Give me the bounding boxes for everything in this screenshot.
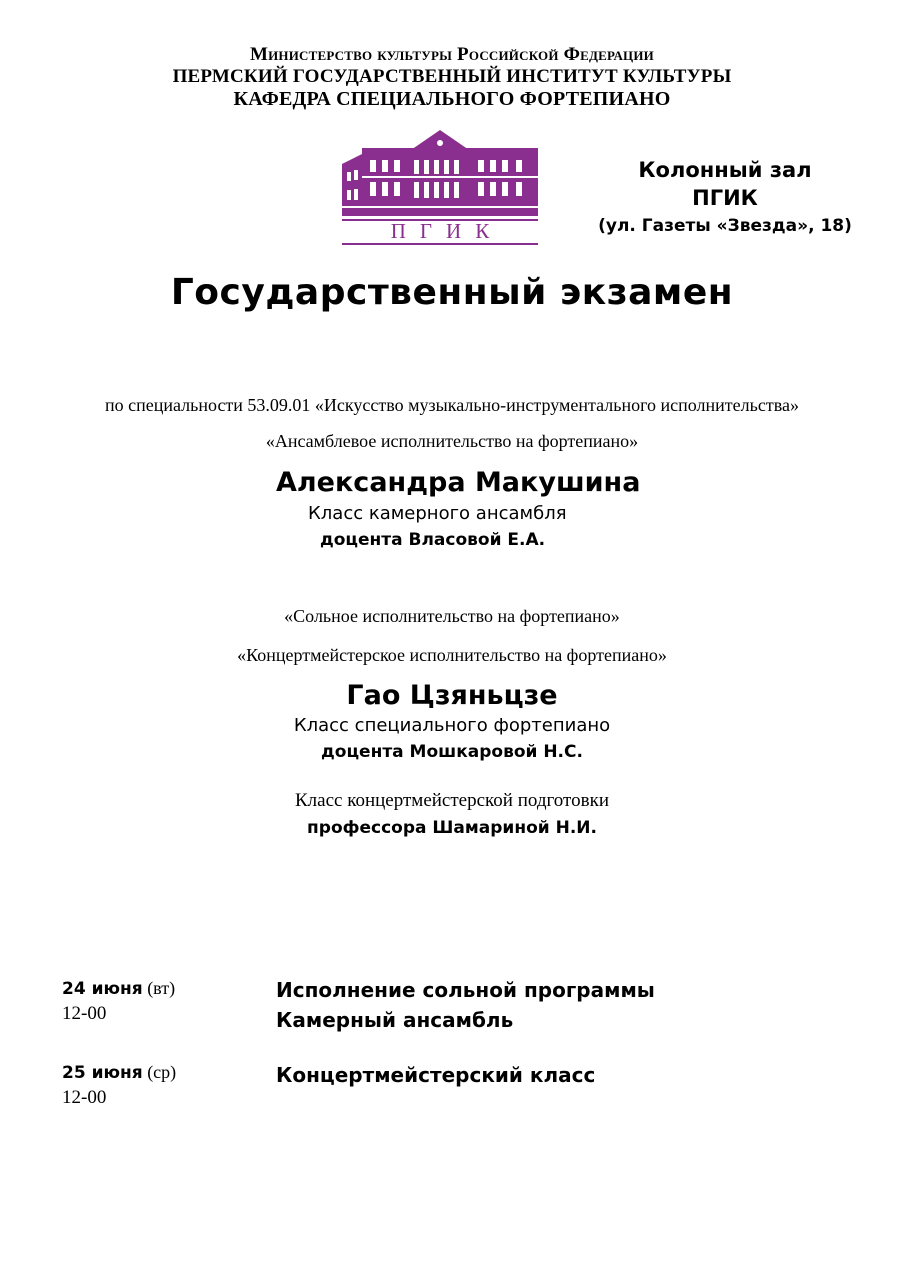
ministry-title: Министерство культуры Российской Федерации [249,44,654,65]
weekday-label: (вт) [147,978,176,998]
schedule-event: Исполнение сольной программы [276,978,655,1002]
student-name: Александра Макушина [276,467,641,498]
class-label: Класс камерного ансамбля [308,503,567,524]
schedule-date [62,978,175,999]
discipline-ensemble: «Ансамблевое исполнительство на фортепиано» [265,431,639,451]
venue-address: (ул. Газеты «Звезда», 18) [598,216,852,236]
discipline-solo: «Сольное исполнительство на фортепиано» [284,606,620,626]
teacher-name: профессора Шамариной Н.И. [307,818,597,838]
schedule-event: Камерный ансамбль [276,1008,514,1032]
venue-institute: ПГИК [692,186,758,210]
specialty-line: по специальности 53.09.01 «Искусство музыкально-инструментального исполнительства» [105,395,799,415]
teacher-name: доцента Мошкаровой Н.С. [321,742,583,762]
schedule-event: Концертмейстерский класс [276,1063,596,1087]
page-title: Государственный экзамен [170,272,734,313]
date-label: 25 июня [62,1063,143,1083]
weekday-label: (ср) [147,1062,177,1082]
date-label: 24 июня [62,979,143,999]
schedule-time: 12-00 [62,1087,107,1108]
logo-text: ПГИК [390,219,504,243]
schedule-time: 12-00 [62,1003,107,1024]
institute-title: ПЕРМСКИЙ ГОСУДАРСТВЕННЫЙ ИНСТИТУТ КУЛЬТУРЫ [172,66,732,87]
student-name: Гао Цзяньцзе [346,680,558,711]
department-title: КАФЕДРА СПЕЦИАЛЬНОГО ФОРТЕПИАНО [233,88,671,110]
class-label: Класс специального фортепиано [293,715,611,736]
teacher-name: доцента Власовой Е.А. [320,530,546,550]
venue-name: Колонный зал [638,158,812,182]
class-label: Класс концертмейстерской подготовки [295,790,609,811]
discipline-accompaniment: «Концертмейстерское исполнительство на фортепиано» [237,645,667,665]
schedule-date [62,1062,176,1083]
